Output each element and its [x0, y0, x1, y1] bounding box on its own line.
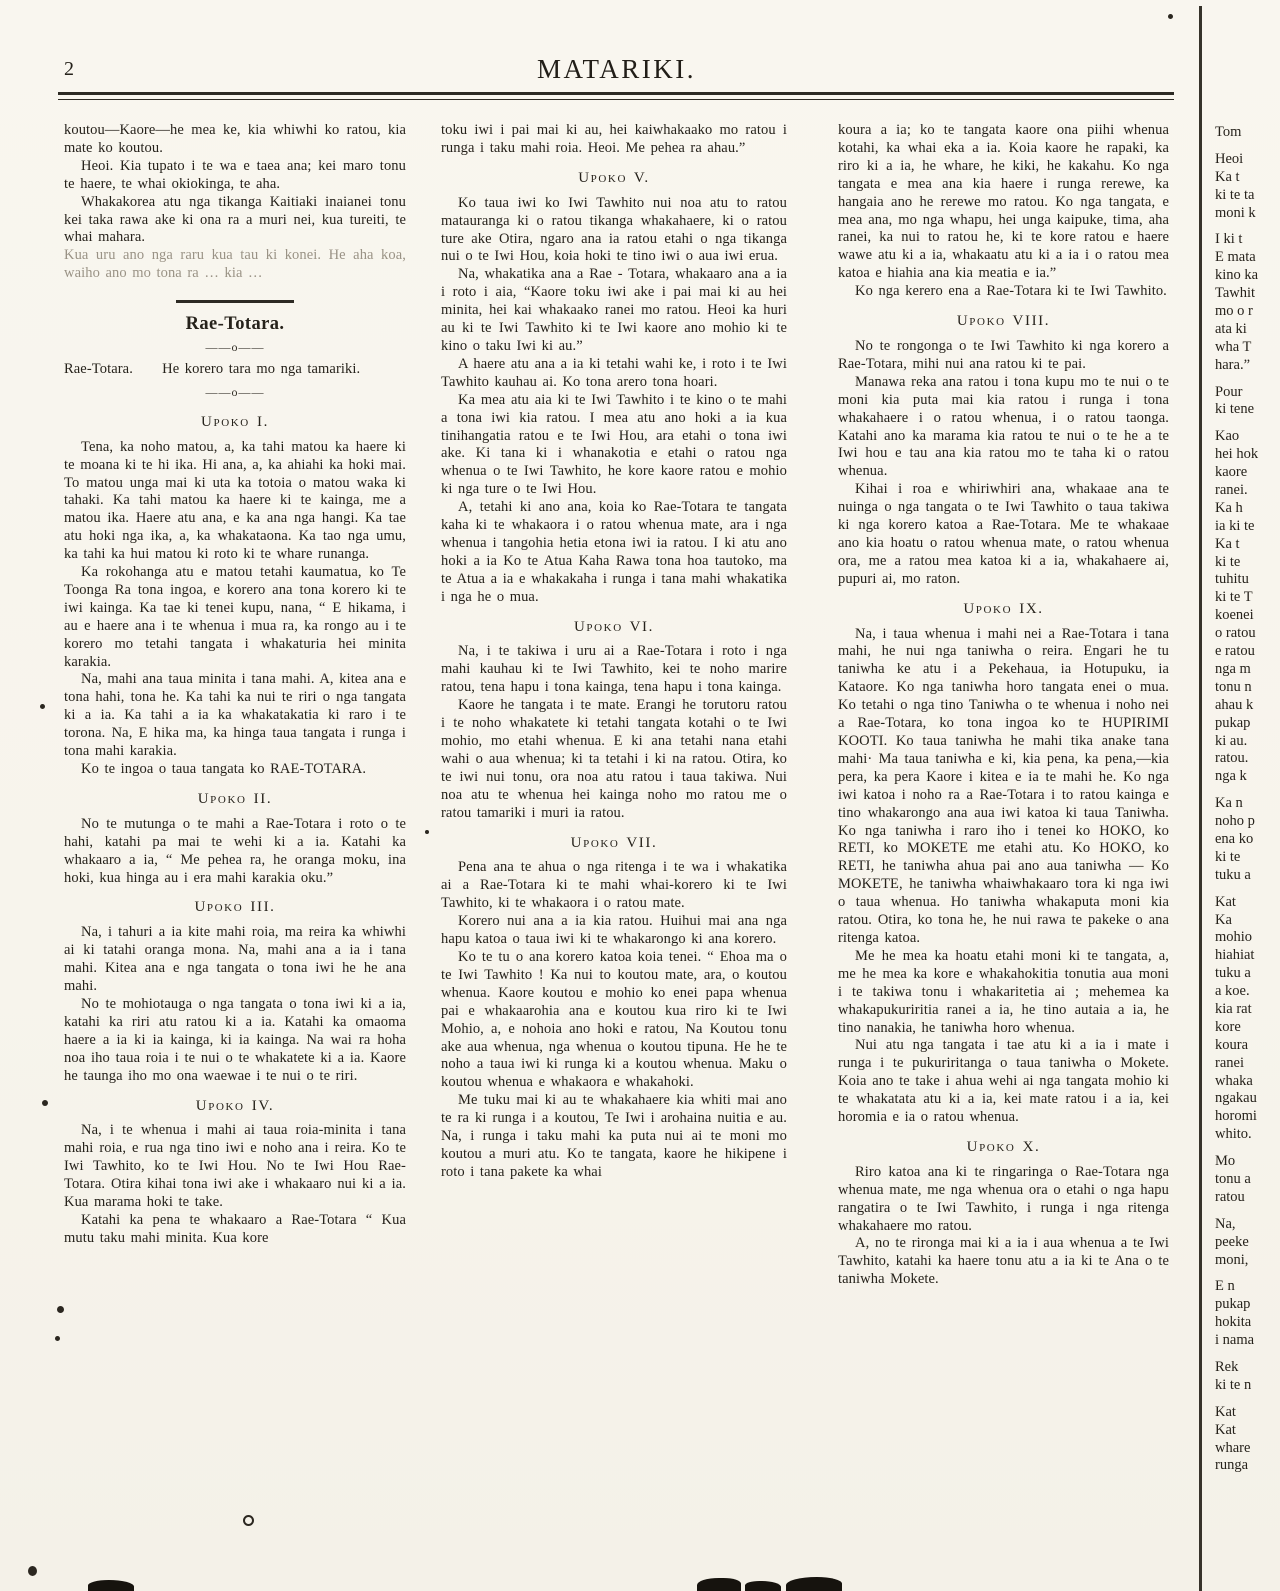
cut-line: pukap: [1215, 714, 1251, 731]
cut-line: noho p: [1215, 813, 1255, 830]
ink-blot: [88, 1580, 134, 1591]
cut-line: koura: [1215, 1036, 1249, 1053]
cut-line: kore: [1215, 1018, 1241, 1035]
ink-blot: [786, 1577, 842, 1591]
cut-line-gap: [1215, 1207, 1280, 1216]
cut-line: whare: [1215, 1439, 1251, 1456]
cut-line: Kat: [1215, 1403, 1236, 1420]
cut-line: kia rat: [1215, 1000, 1252, 1017]
ink-ring-mark: [243, 1515, 254, 1526]
cut-line: Kat: [1215, 1421, 1236, 1438]
paragraph: A, tetahi ki ano ana, koia ko Rae-Totara te tangata kaha ki te whakaora i o ratou whenua mate, ara i nga whenua i tangohia hetia etona iwi ia ratou. I ki atu ano hoki a ia Ko te Atua Kaha Rawa tona hoa tautoko, ma te Atua a ia e whakakaha i runga i tana mahi whakatika i nga he o mua.: [441, 499, 787, 605]
masthead-title: MATARIKI.: [536, 54, 697, 84]
cut-line: hei hok: [1215, 446, 1259, 463]
paragraph: toku iwi i pai mai ki au, hei kaiwhakaako mo ratou i runga i taku mahi roia. Heoi. Me pehea ra ahau.”: [441, 122, 787, 156]
chapter-heading: Upoko IX.: [963, 600, 1044, 617]
paragraph: Nui atu nga tangata i tae atu ki a ia i mate i runga i te pukuriritanga o taua taniwha o Mokete. Koia ano te take i ahua wehi ai nga tangata mohio ki te whakatata atu ki a ia, kei mate ratou i a ia, kei horomia e ia o ratou whenua.: [838, 1037, 1169, 1126]
paragraph: Korero nui ana a ia kia ratou. Huihui mai ana nga hapu katoa o taua iwi ki te whakarongo ki ana korero.: [441, 913, 787, 948]
cut-line: ki te ta: [1215, 186, 1255, 203]
cut-line: Tawhit: [1215, 285, 1256, 302]
cut-line: wha T: [1215, 338, 1252, 355]
cut-line: whaka: [1215, 1072, 1253, 1089]
cut-line: ata ki: [1215, 320, 1247, 337]
paragraph: Na, whakatika ana a Rae - Totara, whakaaro ana a ia i roto i aia, “Kaore toku iwi ake i pai mai ki au hei minita, hei kai whakaako ranei mo ratou. Heoi ka huri au ki te Iwi Tawhito ki te Iwi kaore ano mohio ki te kino o taku Iwi ki au.”: [441, 266, 787, 354]
chapter-heading: Upoko VIII.: [956, 313, 1051, 330]
cut-line: tuku a: [1215, 866, 1251, 883]
paragraph: Ka rokohanga atu e matou tetahi kaumatua, ko Te Toonga Ra tona ingoa, e korero ana tona korero ki te iwi kainga. Ka tae ki tenei kupu, nana, “ E hikama, i au e haere ana i te whenua i mua ra, ka rongo au i te korero mo tetahi tangata i whakaturia hei minita karakia.: [64, 564, 406, 670]
paragraph: A haere atu ana a ia ki tetahi wahi ke, i roto i te Iwi Tawhito kauhau ai. Ko tona arero tona hoari.: [441, 355, 787, 390]
paragraph: No te rongonga o te Iwi Tawhito ki nga korero a Rae-Totara, mihi nui ana ratou ki te pai.: [838, 337, 1169, 372]
cut-line: ki te n: [1215, 1376, 1252, 1393]
paragraph: Me tuku mai ki au te whakahaere kia whiti mai ano te ra ki runga i a koutou, Te Iwi i arohaina nuitia e au. Na, i runga i taku mahi ka puta nui ai te moni mo koutou a muri atu. Ko te tangata, kaore he hikipene i roto i tana pakete ka whai: [441, 1092, 787, 1180]
cut-line: ki tene: [1215, 401, 1255, 418]
column-1: [64, 122, 406, 1248]
cut-line-gap: [1215, 1350, 1280, 1359]
paragraph: Ko te tu o ana korero katoa koia tenei. “ Ehoa ma o te Iwi Tawhito ! Ka nui to koutou mate, ara, o koutou whenua. Kaore koutou e mohio ko enei papa whenua pai e whakaarohia ana e koutou kua riro ki te Iwi Mohio, a, e nohoia ano hoki e ratou, Na Koutou tonu ake aua whenua, nga whenua o koutou tipuna. He he te noho a taua iwi ki runga ki a koutou whenua. Maku o koutou whenua e whakaora e whakahoki.: [441, 948, 787, 1091]
cut-line-gap: [1215, 786, 1280, 795]
cut-line: Ka t: [1215, 535, 1240, 552]
cut-column: [1215, 124, 1280, 1554]
paragraph: Kihai i roa e whiriwhiri ana, whakaae ana te nuinga o nga tangata o te Iwi Tawhito o taua takiwa ki nga korero katoa a Rae-Totara. Me te whakaae ano kia hoatu o ratou whenua mate, o ratou whenua ora, me a ratou mea katoa ki a ia, whakahaere ai, pupuri ai, mo raton.: [838, 481, 1169, 587]
paragraph: Na, mahi ana taua minita i tana mahi. A, kitea ana e tona hahi, tona he. Ka tahi ka nui te riri o nga tangata ki a ia. Ka tahi a ia ka whakatakatia ki raro i te torona. Na, E hika ma, ka hinga taua tangata i runga i tona mahi karakia.: [64, 671, 406, 760]
cut-line-gap: [1215, 885, 1280, 894]
ink-speck: [42, 1100, 48, 1106]
cut-line: ki te: [1215, 848, 1241, 865]
paragraph: Manawa reka ana ratou i tona kupu mo te nui o te moni kia puta mai kia ratou i runga i tona whakahaere i o ratou whenua, i o ratou taonga. Katahi ano ka marama kia ratou te nui o te he a te Iwi hou e tau ana kia ratou mo te taha ki o ratou whenua.: [838, 373, 1169, 480]
cut-line: Ka n: [1215, 795, 1243, 812]
cut-line: Mo: [1215, 1153, 1236, 1170]
cut-line: hokita: [1215, 1314, 1252, 1331]
paragraph: Kua uru ano nga raru kua tau ki konei. He aha koa, waiho ano mo tona ra … kia …: [64, 247, 406, 282]
ink-speck: [425, 830, 429, 834]
cut-line: ki te: [1215, 553, 1241, 570]
paragraph: Na, i te takiwa i uru ai a Rae-Totara i roto i nga mahi kauhau ki te Iwi Tawhito, kei te noho marire ratou, tena hapu i tona kainga, tena hapu i tona kainga.: [441, 643, 787, 696]
ink-speck: [1168, 14, 1173, 19]
cut-line: horomi: [1215, 1108, 1257, 1125]
cut-line: E mata: [1215, 249, 1256, 266]
cut-line: ratou.: [1215, 750, 1249, 767]
cut-line: ena ko: [1215, 830, 1254, 847]
cut-line-gap: [1215, 419, 1280, 428]
ink-blot: [745, 1581, 781, 1591]
paragraph: Ko nga kerero ena a Rae-Totara ki te Iwi Tawhito.: [855, 283, 1167, 300]
cut-line: Kao: [1215, 428, 1240, 445]
cut-line-gap: [1215, 375, 1280, 384]
cut-line: hiahiat: [1215, 947, 1255, 964]
chapter-heading: Upoko II.: [197, 790, 273, 807]
header-double-rule: [58, 92, 1174, 100]
column-divider-rule: [1199, 6, 1202, 1591]
paragraph: Na, i taua whenua i mahi nei a Rae-Totara i tana mahi, he nui nga taniwha o reira. Engari he tu taniwha ke atu i a Pekehaua, ia Hotupuku, ia Kataore. Ko nga taniwha horo tangata enei o mua. Ko tetahi o nga tino Taniwha o te whenua i noho nei a Rae-Totara, ko tona ingoa ko te HUPIRIMI KOOTI. Ko taua taniwha he mahi tika anake tana mahi· Ma taua taniwha e ki, kia pena, ka pena,—kia pera, ka pera Kaore i kitea e ia te mahi he. Ko nga iwi katoa i noho ra a Rae-Totara i to ratou kainga e tino whakarongo ana aua iwi katoa ki taua Taniwha. Ko nga taniwha i raro iho i tenei ko HOKO, ko RETI, ko MOKETE me etahi atu. Ko HOKO, ko RETI, he taniwha ahua pai ano aua taniwha — Ko MOKETE, he taniwha whaiwhakaaro tora ki nga iwi o taua whenua. Ho taniwha whakaputa moni kia ratou. Otira, ko tona he, he nui rawa te pakeke o ana ritenga katoa.: [838, 625, 1169, 946]
section-title: Rae-Totara.: [185, 314, 285, 335]
paragraph: Riro katoa ana ki te ringaringa o Rae-Totara nga whenua mate, me nga whenua ora o etahi o nga hapu rangatira o te Iwi Tawhito, i runga i nga ritenga whakahaere mo ratou.: [838, 1163, 1169, 1234]
paragraph: Ka mea atu aia ki te Iwi Tawhito i te kino o te mahi a tona iwi kia ratou. I mea atu ano hoki a ia kua tinihangatia ratou e te Iwi Hou, ara etahi o tona iwi ake. Ki tana ki i whanakotia e etahi o ratou nga whenua o te Iwi Tawhito, he kore kaore ratou e mohio ki nga ture o te Iwi Hou.: [441, 391, 787, 498]
cut-line-gap: [1215, 1144, 1280, 1153]
cut-line: Kat: [1215, 893, 1236, 910]
paragraph: koutou—Kaore—he mea ke, kia whiwhi ko ratou, kia mate ko koutou.: [64, 122, 406, 156]
cut-line: pukap: [1215, 1296, 1251, 1313]
cut-line: ratou: [1215, 1188, 1245, 1205]
cut-line: tuku a: [1215, 965, 1251, 982]
cut-line: whito.: [1215, 1126, 1252, 1143]
cut-line: moni k: [1215, 204, 1256, 221]
cut-line: Ka: [1215, 911, 1232, 928]
cut-line: ranei.: [1215, 482, 1248, 499]
cut-line: kino ka: [1215, 267, 1259, 284]
cut-line: ia ki te: [1215, 517, 1255, 534]
section-rule: [176, 300, 294, 303]
cut-line: peeke: [1215, 1233, 1249, 1250]
paragraph: No te mohiotauga o nga tangata o tona iwi ki a ia, katahi ka riri atu ratou ki a ia. Katahi ka omaoma haere a ia ki ia kainga, ki ia kainga. Na wai ra hoha noa iho taua roia i te nui o te whakatete ki a ia. Kaore he taunga iho mo ona waewae i te nui o te riri.: [64, 995, 406, 1084]
cut-line: koenei: [1215, 607, 1254, 624]
cut-line-gap: [1215, 222, 1280, 231]
cut-line-gap: [1215, 1395, 1280, 1404]
ink-speck: [55, 1336, 60, 1341]
paragraph: A, no te rironga mai ki a ia i aua whenua a te Iwi Tawhito, katahi ka haere tonu atu a ia ki te Ana o te taniwha Mokete.: [838, 1235, 1169, 1288]
cut-line: Pour: [1215, 383, 1243, 400]
cut-line: nga k: [1215, 768, 1247, 785]
chapter-heading: Upoko VI.: [573, 618, 655, 635]
cut-line: a koe.: [1215, 983, 1250, 1000]
paragraph: Rae-Totara. He korero tara mo nga tamariki.: [64, 360, 361, 377]
paragraph: Me he mea ka hoatu etahi moni ki te tangata, a, me he mea ka kore e whakahokitia tonutia aua moni i te takiwa tonu i whakaritetia ai ; mehemea ka whakapukuriritia ranei a ia, he tino autaia a ia, he tino nanakia, he taniwha horo whenua.: [838, 947, 1169, 1036]
o-divider: ——o——: [205, 340, 265, 355]
paragraph: Pena ana te ahua o nga ritenga i te wa i whakatika ai a Rae-Totara ki te mahi whai-korero ki te Iwi Tawhito, ki te whakaora i o ratou mate.: [441, 859, 787, 912]
cut-line: tonu n: [1215, 678, 1252, 695]
cut-line: o ratou: [1215, 625, 1256, 642]
chapter-heading: Upoko IV.: [195, 1097, 275, 1114]
paragraph: Tena, ka noho matou, a, ka tahi matou ka haere ki te moana ki te hi ika. Hi ana, a, ka ahiahi ka hoki mai. To matou unga mai ki uta ka totoia o matou waka ki tahaki. Ka tahi matou ka haere ki te kainga, me a matou ika. Haere atu ana, e ka ana nga hangi. Ka tae atu hoki nga ika, a, ka whakataona. Ka tao nga umu, ka tahi ka hui matou ki roto ki te whare runanga.: [64, 438, 406, 563]
paragraph: Na, i te whenua i mahi ai taua roia-minita i tana mahi roia, e rua nga tino iwi e noho ana i reira. Ko te Iwi Tawhito, ko te Iwi Hou. No te Iwi Hou Rae-Totara. Otira kihai tona iwi ake i whakaaro nui ki a ia. Kua marama hoki te take.: [64, 1122, 406, 1211]
cut-line: ki te T: [1215, 589, 1253, 606]
chapter-heading: Upoko I.: [201, 413, 269, 430]
paragraph: Heoi. Kia tupato i te wa e taea ana; kei maro tonu te haere, te whai okiokinga, te aha.: [64, 157, 406, 192]
cut-line: ahau k: [1215, 696, 1254, 713]
cut-line: Ka h: [1215, 499, 1243, 516]
cut-line: Na,: [1215, 1215, 1236, 1232]
cut-line: kaore: [1215, 464, 1248, 481]
cut-line: i nama: [1215, 1332, 1255, 1349]
paragraph: No te mutunga o te mahi a Rae-Totara i roto o te hahi, katahi pa mai te wehi ki a ia. Katahi ka whakaaro a ia, “ Me pehea ra, he oranga moku, ina hoki, kua hinga au i era mahi karakia oku.”: [64, 815, 406, 886]
column-2: [441, 122, 787, 1182]
ink-speck: [57, 1306, 64, 1313]
cut-line: E n: [1215, 1278, 1235, 1295]
cut-line-gap: [1215, 1269, 1280, 1278]
cut-line: ngakau: [1215, 1090, 1257, 1107]
cut-line: Rek: [1215, 1359, 1239, 1375]
paragraph: Na, i tahuri a ia kite mahi roia, ma reira ka whiwhi ai ki tatahi oranga mona. Na, mahi ana a ia i tana mahi. Kitea ana e nga tangata o tona iwi he he ana mahi.: [64, 924, 406, 995]
o-divider: ——o——: [205, 384, 265, 399]
paragraph: Kaore he tangata i te mate. Erangi he torutoru ratou i te noho whakatete ki tetahi tangata kotahi o te Iwi mohio, mo etahi whenua. E ki ana tetahi nana etahi wahi o aua whenua; ki ta tetahi i ki na ratou. Otira, ko te iwi nui tonu, ora noa atu ratou i taua takiwa. Nui noa atu te whenua hei kainga noho mo ratou me o ratou tamariki i muri ia ratou.: [441, 697, 787, 821]
page-number: 2: [64, 58, 74, 80]
ink-speck: [40, 704, 45, 709]
cut-line: tuhitu: [1215, 571, 1249, 588]
chapter-heading: Upoko V.: [578, 169, 650, 186]
column-3: [838, 122, 1169, 1289]
cut-line: mo o r: [1215, 303, 1253, 320]
paragraph: Ko te ingoa o taua tangata ko RAE-TOTARA.: [81, 761, 367, 777]
chapter-heading: Upoko VII.: [570, 834, 658, 851]
cut-line: Ka t: [1215, 168, 1240, 185]
paragraph: Whakakorea atu nga tikanga Kaitiaki inaianei tonu kei taka rawa ake ki ona ra a muri nei, kua tureiti, te whai mahara.: [64, 193, 406, 246]
ink-speck: [28, 1566, 37, 1576]
ink-blot: [697, 1578, 741, 1591]
paragraph: Ko taua iwi ko Iwi Tawhito nui noa atu to ratou matauranga ki o ratou tikanga whakahaere, ki o ratou ture ake Otira, ngaro ana ia ratou etahi o nga tikanga nui o te Iwi Hou, koia hoki te tino iwi o aua iwi erua.: [441, 194, 787, 265]
cut-line: Tom: [1215, 124, 1242, 140]
cut-line: e ratou: [1215, 643, 1255, 660]
cut-line: ki au.: [1215, 732, 1248, 749]
cut-line: runga: [1215, 1457, 1249, 1474]
chapter-heading: Upoko III.: [194, 899, 276, 916]
cut-line: hara.”: [1215, 356, 1251, 373]
cut-line: moni,: [1215, 1251, 1249, 1268]
paragraph: Katahi ka pena te whakaaro a Rae-Totara “ Kua mutu taku mahi minita. Kua kore: [64, 1211, 406, 1246]
cut-line: Heoi: [1215, 150, 1244, 167]
cut-line: mohio: [1215, 929, 1253, 946]
cut-line: tonu a: [1215, 1170, 1251, 1187]
chapter-heading: Upoko X.: [966, 1138, 1041, 1155]
paragraph: koura a ia; ko te tangata kaore ona piihi whenua kotahi, ka whai eka a ia. Koia kaore he rapaki, ka riro ki a ia, he whare, he kiki, he kakahu. Ko nga tangata e mea ana kia haere i runga rerewe, ka hangaia ano he rerewe mo ratou. Ko nga tangata, e mea ana, mo nga whapu, hei unga kaipuke, tima, aha ranei, ka nui to ratou he, ki te kore ratou e haere wawe atu ki a ia, whakaatu atu ki a ia i o ratou mea katoa e hiahia ana kia meatia e ia.”: [838, 122, 1169, 282]
cut-line-gap: [1215, 142, 1280, 151]
cut-line: I ki t: [1215, 231, 1243, 248]
cut-line: nga m: [1215, 660, 1251, 677]
cut-line: ranei: [1215, 1054, 1244, 1071]
